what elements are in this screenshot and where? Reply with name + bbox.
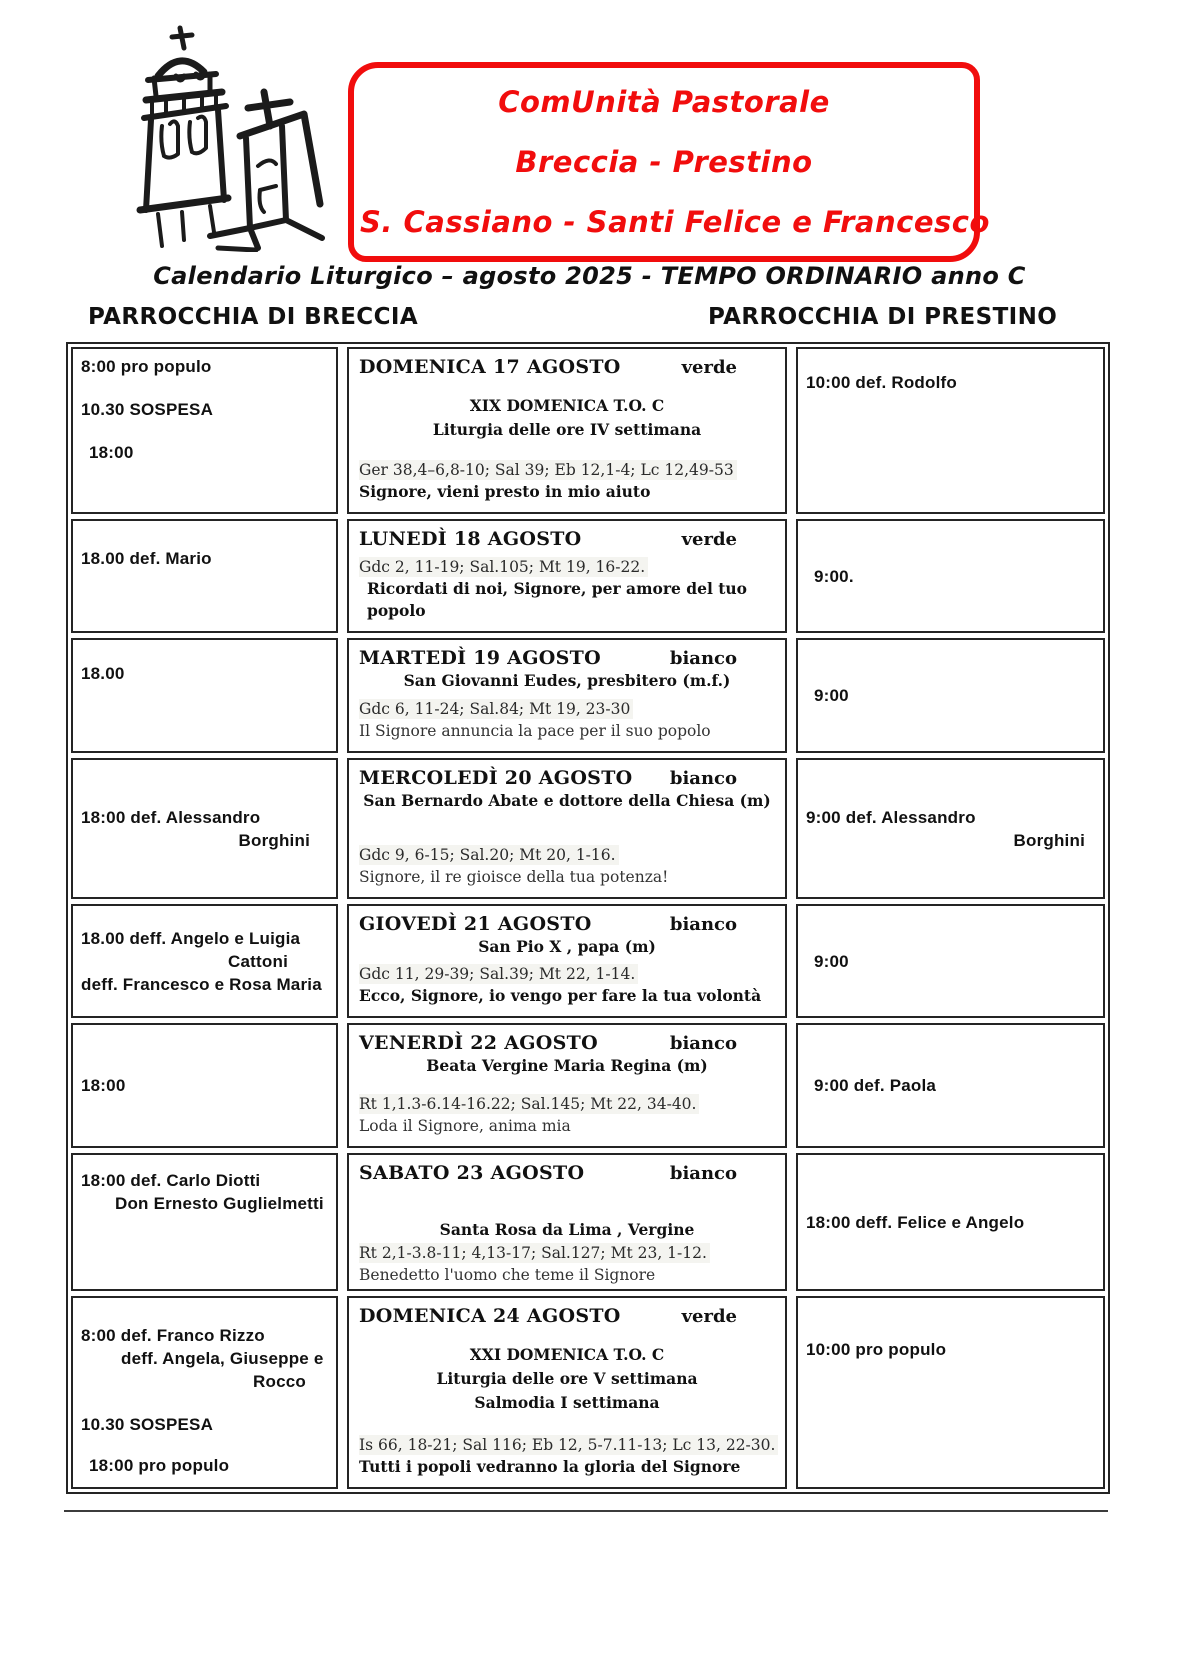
- day-name: MARTEDÌ 19 AGOSTO: [359, 647, 601, 669]
- day-name: LUNEDÌ 18 AGOSTO: [359, 528, 582, 550]
- mass-time: 18:00: [89, 443, 134, 462]
- mass-intention: Borghini: [1013, 830, 1085, 850]
- breccia-cell-row2: [71, 519, 338, 633]
- day-cell-row2: [347, 519, 787, 633]
- community-saints: S. Cassiano - Santi Felice e Francesco: [360, 205, 990, 239]
- mass-time: 8:00 pro populo: [81, 357, 212, 376]
- readings: Is 66, 18-21; Sal 116; Eb 12, 5-7.11-13; Lc 13, 22-30.: [359, 1434, 775, 1456]
- day-cell-row3: [347, 638, 787, 753]
- liturgical-color: bianco: [669, 648, 737, 669]
- day-subtitle: [359, 1054, 775, 1078]
- day-subtitle-line: Santa Rosa da Lima , Vergine: [439, 1220, 695, 1239]
- prestino-cell-row3: [796, 638, 1105, 753]
- mass-time: 10.30 SOSPESA: [81, 1415, 214, 1434]
- prestino-cell-row7: [796, 1153, 1105, 1291]
- mass-time: 18.00 def. Mario: [81, 549, 212, 568]
- breccia-cell-row1: [71, 347, 338, 514]
- calendar-table: [66, 342, 1110, 1494]
- readings: Gdc 11, 29-39; Sal.39; Mt 22, 1-14.: [359, 963, 775, 985]
- prestino-cell-row5: [796, 904, 1105, 1018]
- day-header: [359, 647, 775, 669]
- day-subtitle-line: Liturgia delle ore V settimana: [436, 1369, 698, 1388]
- breccia-cell-row5: [71, 904, 338, 1018]
- mass-time: 9:00: [814, 686, 849, 705]
- mass-intention: 18:00 def. Alessandro: [81, 807, 261, 827]
- day-subtitle-line: San Bernardo Abate e dottore della Chiesa (m): [363, 791, 771, 810]
- day-cell-row5: [347, 904, 787, 1018]
- mass-time: 18.00: [81, 664, 125, 683]
- day-cell-row8: [347, 1296, 787, 1489]
- mass-intention: deff. Francesco e Rosa Maria: [81, 974, 322, 994]
- prestino-cell-row2: [796, 519, 1105, 633]
- responsorial-psalm: Signore, il re gioisce della tua potenza!: [359, 868, 669, 886]
- day-cell-row7: [347, 1153, 787, 1291]
- day-subtitle: [359, 394, 775, 442]
- mass-intention: 9:00 def. Paola: [814, 1076, 937, 1095]
- responsorial-psalm: Benedetto l'uomo che teme il Signore: [359, 1266, 656, 1284]
- breccia-cell-row8: [71, 1296, 338, 1489]
- breccia-cell-row7: [71, 1153, 338, 1291]
- mass-intention: 8:00 def. Franco Rizzo: [81, 1326, 265, 1345]
- day-header: [359, 356, 775, 378]
- mass-time: 9:00.: [814, 566, 854, 586]
- prestino-cell-row1: [796, 347, 1105, 514]
- day-name: DOMENICA 24 AGOSTO: [359, 1305, 621, 1327]
- day-subtitle-line: XXI DOMENICA T.O. C: [469, 1345, 665, 1364]
- liturgical-color: bianco: [669, 1033, 737, 1054]
- day-subtitle-line: San Giovanni Eudes, presbitero (m.f.): [403, 671, 731, 690]
- community-title-box: [348, 62, 990, 262]
- day-subtitle-line: San Pio X , papa (m): [478, 937, 656, 956]
- day-subtitle-line: Salmodia I settimana: [474, 1393, 660, 1412]
- mass-intention: 18:00 def. Carlo Diotti: [81, 1171, 261, 1190]
- day-subtitle: [359, 1218, 775, 1242]
- day-subtitle-line: Beata Vergine Maria Regina (m): [426, 1056, 708, 1075]
- day-subtitle: [359, 1343, 775, 1415]
- day-header: [359, 767, 775, 789]
- day-name: DOMENICA 17 AGOSTO: [359, 356, 621, 378]
- responsorial-psalm: Ricordati di noi, Signore, per amore del tuo popolo: [367, 579, 748, 620]
- day-subtitle-line: XIX DOMENICA T.O. C: [469, 396, 665, 415]
- day-name: VENERDÌ 22 AGOSTO: [359, 1032, 598, 1054]
- day-header: [359, 1305, 775, 1327]
- liturgical-color: bianco: [669, 1163, 737, 1184]
- mass-intention: 9:00 def. Alessandro: [806, 807, 976, 827]
- liturgical-color: verde: [681, 529, 737, 550]
- responsorial-psalm: Signore, vieni presto in mio aiuto: [359, 482, 651, 501]
- liturgical-color: verde: [681, 357, 737, 378]
- mass-intention: 18.00 deff. Angelo e Luigia: [81, 928, 301, 948]
- day-name: MERCOLEDÌ 20 AGOSTO: [359, 767, 633, 789]
- day-header: [359, 913, 775, 935]
- mass-intention: Cattoni: [228, 951, 288, 971]
- mass-intention: deff. Angela, Giuseppe e: [121, 1349, 324, 1368]
- day-cell-row4: [347, 758, 787, 899]
- day-header: [359, 1032, 775, 1054]
- day-name: GIOVEDÌ 21 AGOSTO: [359, 913, 592, 935]
- mass-intention: Don Ernesto Guglielmetti: [115, 1194, 324, 1213]
- liturgical-color: bianco: [669, 768, 737, 789]
- calendar-subtitle: Calendario Liturgico – agosto 2025 - TEMPO ORDINARIO anno C: [153, 262, 1026, 290]
- mass-time: 18:00 pro populo: [89, 1456, 230, 1475]
- prestino-cell-row6: [796, 1023, 1105, 1148]
- day-header: [359, 528, 775, 550]
- church-bell-tower-logo-icon: [118, 14, 344, 252]
- column-header-prestino: PARROCCHIA DI PRESTINO: [708, 304, 1058, 330]
- liturgical-color: bianco: [669, 914, 737, 935]
- readings: Gdc 2, 11-19; Sal.105; Mt 19, 16-22.: [359, 556, 775, 578]
- breccia-cell-row3: [71, 638, 338, 753]
- readings: Gdc 6, 11-24; Sal.84; Mt 19, 23-30: [359, 698, 775, 720]
- mass-time: 18:00: [81, 1076, 126, 1095]
- mass-time: 10:00 pro populo: [806, 1340, 947, 1359]
- day-subtitle: [359, 935, 775, 959]
- mass-intention: 18:00 deff. Felice e Angelo: [806, 1212, 1025, 1232]
- liturgical-color: verde: [681, 1306, 737, 1327]
- footer-divider: [64, 1510, 1108, 1512]
- breccia-cell-row6: [71, 1023, 338, 1148]
- responsorial-psalm: Loda il Signore, anima mia: [359, 1117, 571, 1135]
- day-subtitle-line: Liturgia delle ore IV settimana: [432, 420, 702, 439]
- responsorial-psalm: Tutti i popoli vedranno la gloria del Signore: [359, 1457, 741, 1476]
- day-cell-row1: [347, 347, 787, 514]
- column-header-breccia: PARROCCHIA DI BRECCIA: [88, 304, 419, 330]
- responsorial-psalm: Ecco, Signore, io vengo per fare la tua volontà: [359, 986, 762, 1005]
- readings: Gdc 9, 6-15; Sal.20; Mt 20, 1-16.: [359, 844, 775, 866]
- day-subtitle: [359, 669, 775, 693]
- breccia-cell-row4: [71, 758, 338, 899]
- mass-time: 10:00 def. Rodolfo: [806, 373, 957, 392]
- mass-intention: Rocco: [253, 1372, 306, 1391]
- day-cell-row6: [347, 1023, 787, 1148]
- mass-intention: Borghini: [238, 830, 310, 850]
- mass-time: 10.30 SOSPESA: [81, 400, 214, 419]
- day-name: SABATO 23 AGOSTO: [359, 1162, 585, 1184]
- community-parishes: Breccia - Prestino: [515, 145, 813, 179]
- mass-time: 9:00: [814, 951, 849, 971]
- day-subtitle: [359, 789, 775, 813]
- readings: Rt 1,1.3-6.14-16.22; Sal.145; Mt 22, 34-40.: [359, 1093, 775, 1115]
- readings: Ger 38,4–6,8-10; Sal 39; Eb 12,1-4; Lc 12,49-53: [359, 459, 775, 481]
- prestino-cell-row8: [796, 1296, 1105, 1489]
- community-name: ComUnità Pastorale: [498, 85, 830, 119]
- day-header: [359, 1162, 775, 1184]
- prestino-cell-row4: [796, 758, 1105, 899]
- readings: Rt 2,1-3.8-11; 4,13-17; Sal.127; Mt 23, 1-12.: [359, 1242, 775, 1264]
- responsorial-psalm: Il Signore annuncia la pace per il suo popolo: [359, 722, 711, 740]
